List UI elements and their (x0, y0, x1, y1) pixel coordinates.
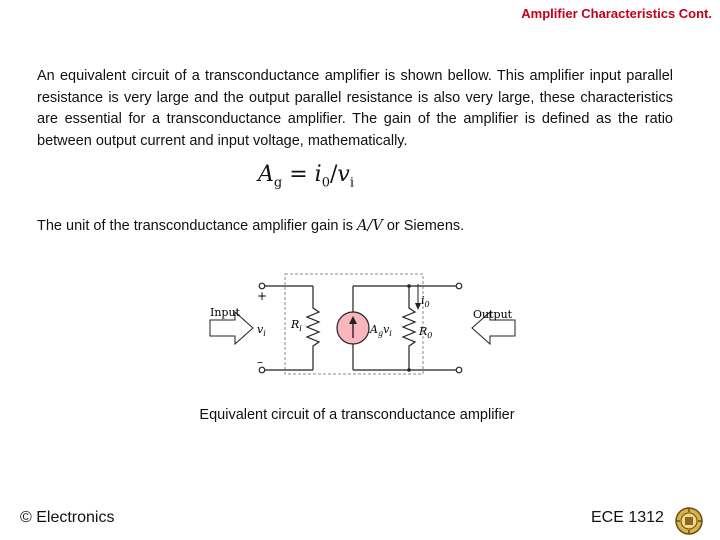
ro-resistor (403, 286, 415, 370)
input-top-terminal (259, 283, 265, 289)
source-label: $A_gv_i$ (370, 323, 392, 338)
figure-caption: Equivalent circuit of a transconductance amplifier (199, 407, 515, 423)
footer-course-code: ECE 1312 (591, 509, 664, 526)
output-label: Output (473, 308, 513, 321)
circuit-diagram (205, 272, 525, 384)
university-logo-icon (674, 506, 704, 536)
unit-text-after: or Siemens. (382, 218, 465, 234)
output-bottom-terminal (456, 367, 462, 373)
gain-formula (258, 162, 354, 190)
ro-label: $R_0$ (419, 325, 433, 340)
formula-equals: = (282, 162, 315, 187)
unit-symbol: A/V (356, 218, 383, 234)
formula-lhs: A (258, 162, 274, 187)
formula-denominator-sub: i (349, 175, 354, 191)
formula-lhs-sub: g (273, 175, 283, 191)
formula-numerator-sub: 0 (321, 175, 330, 191)
unit-sentence (37, 218, 464, 234)
io-label: $i_0$ (421, 294, 430, 309)
unit-text-before: The unit of the transconductance amplifier gain is (37, 218, 357, 234)
formula-slash: / (329, 162, 338, 187)
output-top-terminal (456, 283, 462, 289)
minus-sign: – (257, 355, 263, 369)
vi-label: $v_i$ (257, 323, 266, 338)
formula-numerator: i (314, 162, 322, 187)
slide-title: Amplifier Characteristics Cont. (521, 6, 712, 21)
ri-resistor (307, 286, 319, 370)
footer-copyright: © Electronics (20, 509, 115, 526)
ri-label: $R_i$ (291, 318, 302, 333)
plus-sign: + (257, 289, 268, 303)
description-paragraph: An equivalent circuit of a transconductance amplifier is shown bellow. This amplifier input parallel resistance is very large and the output parallel resistance is also very large, these characteristics are essential for a transconductance amplifier. The gain of the amplifier is defined as the ratio between output current and input voltage, mathematically. (37, 68, 673, 149)
input-label: Input (210, 306, 240, 319)
formula-denominator: v (337, 162, 350, 187)
